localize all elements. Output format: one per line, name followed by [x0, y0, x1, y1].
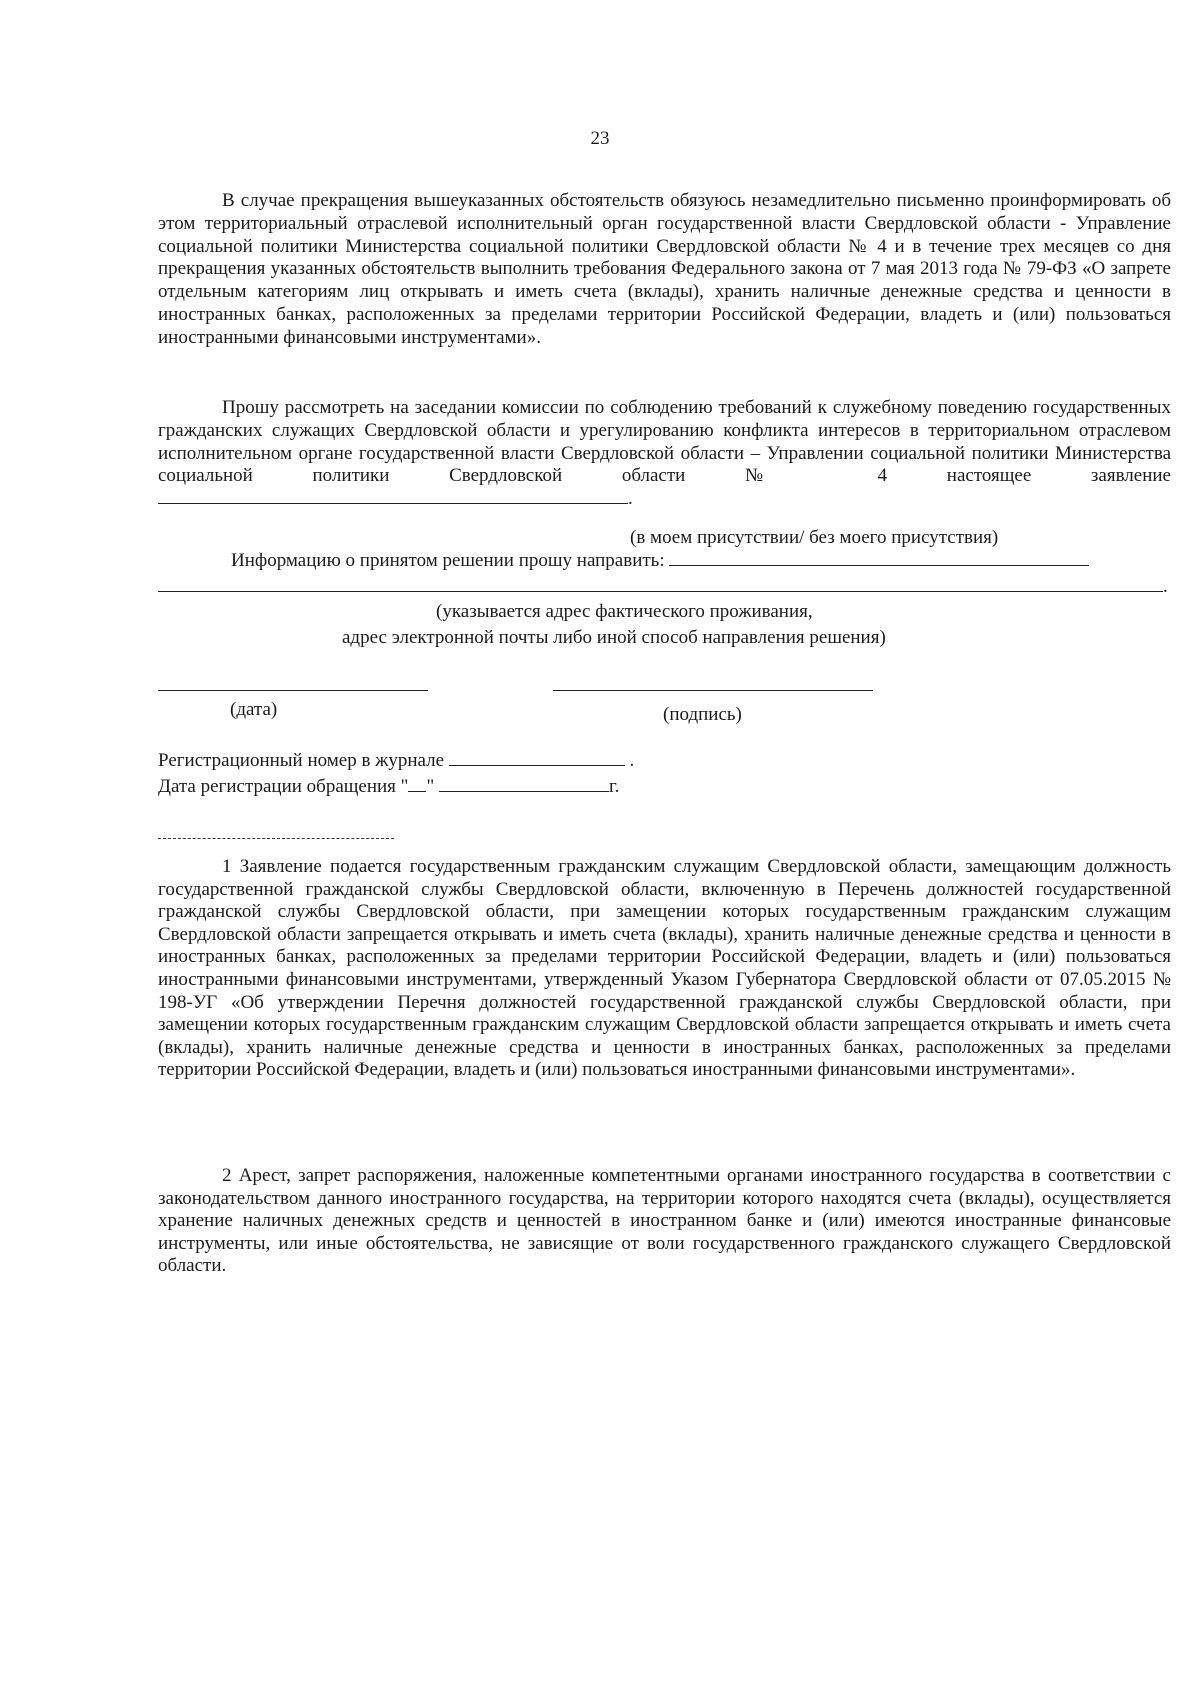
presence-caption: (в моем присутствии/ без моего присутствия) — [630, 527, 999, 548]
registration-date-label: Дата регистрации обращения — [158, 776, 396, 797]
paragraph-text: Прошу рассмотреть на заседании комиссии по соблюдению требований к служебному поведению государственных гражданских служащих Свердловской области и урегулированию конфликта интересов в территориальном отраслевом исполнительном органе государственной власти Свердловской области – Управлении социальной политики Министерства социальной политики Свердловской области № 4 настоящее заявление — [158, 397, 1171, 487]
footnote-text: 2 Арест, запрет распоряжения, наложенные компетентными органами иностранного государства в соответствии с законодательством данного иностранного государства, на территории которого находятся счета (вклады), осуществляется хранение наличных денежных средств и ценностей в иностранном банке и (или) имеются иностранные финансовые инструменты, или иные обстоятельства, не зависящие от воли государственного гражданского служащего Свердловской области. — [158, 1165, 1171, 1277]
paragraph-request: Прошу рассмотреть на заседании комиссии по соблюдению требований к служебному поведению государственных гражданских служащих Свердловской области и урегулированию конфликта интересов в территориальном отраслевом исполнительном органе государственной власти Свердловской области – Управлении социальной политики Министерства социальной политики Свердловской области № 4 настоящее заявление . — [158, 397, 1171, 510]
info-direction-fill-line[interactable] — [669, 551, 1089, 566]
footnote-text: 1 Заявление подается государственным гражданским служащим Свердловской области, замещающим должность государственной гражданской службы Свердловской области, включенную в Перечень должностей государственной гражданской службы Свердловской области, при замещении которых государственным гражданским служащим Свердловской области запрещается открывать и иметь счета (вклады), хранить наличные денежные средства и ценности в иностранных банках, расположенных за пределами территории Российской Федерации, владеть и (или) пользоваться иностранными финансовыми инструментами, утвержденный Указом Губернатора Свердловской области от 07.05.2015 № 198-УГ «Об утверждении Перечня должностей государственной гражданской службы Свердловской области, при замещении которых государственным гражданским служащим Свердловской области запрещается открывать и иметь счета (вклады), хранить наличные денежные средства и ценности в иностранных банках, расположенных за пределами территории Российской Федерации, владеть и (или) пользоваться иностранными финансовыми инструментами». — [158, 856, 1171, 1081]
footnote-separator — [158, 838, 394, 839]
registration-number-label: Регистрационный номер в журнале — [158, 750, 445, 771]
signature-caption: (подпись) — [663, 704, 742, 725]
address-caption-line2: адрес электронной почты либо иной способ направления решения) — [342, 627, 886, 648]
registration-number-fill-line[interactable] — [449, 751, 625, 766]
date-fill-line[interactable] — [158, 676, 428, 691]
paragraph-text: В случае прекращения вышеуказанных обстоятельств обязуюсь незамедлительно письменно проинформировать об этом территориальный отраслевой исполнительный орган государственной власти Свердловской области - Управление социальной политики Министерства социальной политики Свердловской области № 4 и в течение трех месяцев со дня прекращения указанных обстоятельств выполнить требования Федерального закона от 7 мая 2013 года № 79-ФЗ «О запрете отдельным категориям лиц открывать и иметь счета (вклады), хранить наличные денежные средства и ценности в иностранных банках, расположенных за пределами территории Российской Федерации, владеть и (или) пользоваться иностранными финансовыми инструментами». — [158, 190, 1171, 348]
year-suffix: г. — [608, 776, 620, 797]
registration-day-fill[interactable] — [408, 777, 426, 792]
page-number: 23 — [590, 128, 610, 149]
registration-number-row: Регистрационный номер в журнале . — [158, 750, 635, 771]
address-fill-row: . — [158, 576, 1171, 598]
info-direction-label: Информацию о принятом решении прошу направить: — [231, 550, 665, 571]
address-caption-line1: (указывается адрес фактического проживания, — [436, 601, 813, 622]
address-fill-line[interactable] — [158, 577, 1163, 592]
presence-fill-line[interactable] — [158, 489, 628, 504]
registration-date-row: Дата регистрации обращения " " г. — [158, 776, 620, 797]
signature-fill-line[interactable] — [553, 676, 873, 691]
paragraph-obligation — [158, 190, 1171, 350]
registration-month-fill[interactable] — [439, 777, 609, 792]
date-caption: (дата) — [230, 699, 278, 720]
date-signature-row — [158, 675, 1171, 697]
footnote-2 — [158, 1165, 1171, 1278]
footnote-1 — [158, 856, 1171, 1082]
info-direction-row — [158, 550, 1200, 572]
